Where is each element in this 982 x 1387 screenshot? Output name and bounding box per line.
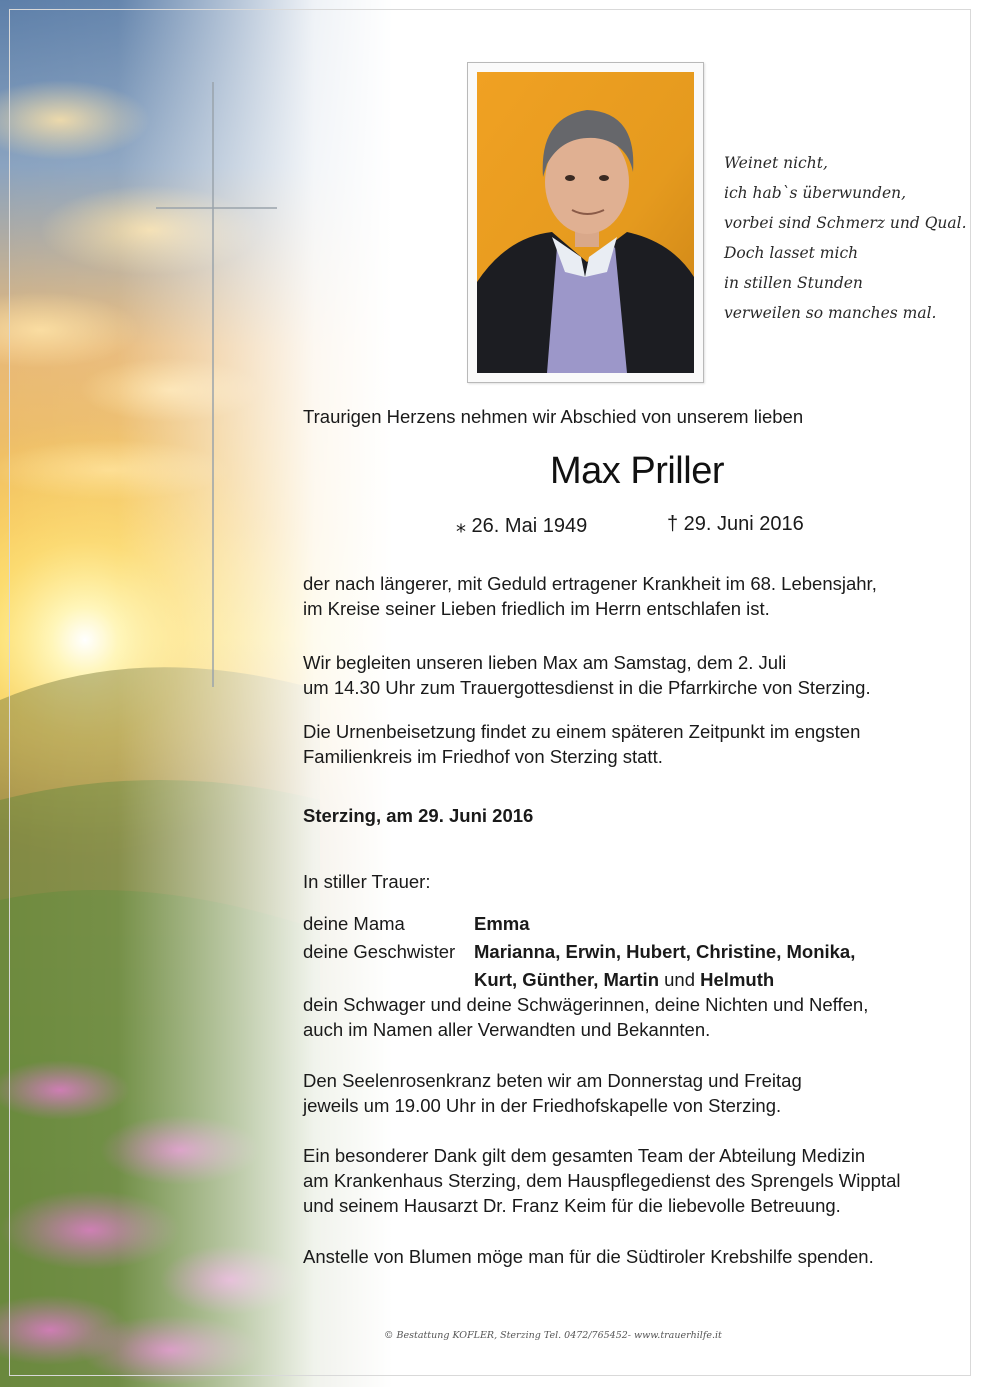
footer-credit: © Bestattung KOFLER, Sterzing Tel. 0472/765452- www.trauerhilfe.it bbox=[384, 1330, 722, 1341]
donation-note: Anstelle von Blumen möge man für die Südtiroler Krebshilfe spenden. bbox=[303, 1246, 874, 1267]
paragraph-rosary bbox=[303, 1068, 963, 1118]
paragraph-urn-burial bbox=[303, 719, 963, 769]
family-row-siblings-cont bbox=[303, 967, 963, 992]
text-line: Wir begleiten unseren lieben Max am Samstag, dem 2. Juli bbox=[303, 652, 787, 673]
paragraph-thanks bbox=[303, 1143, 963, 1218]
text-line: im Kreise seiner Lieben friedlich im Herrn entschlafen ist. bbox=[303, 598, 770, 619]
family-label: deine Mama bbox=[303, 913, 405, 934]
family-name: Marianna, Erwin, Hubert, Christine, Monika, bbox=[474, 941, 856, 962]
poem bbox=[724, 148, 967, 328]
family-name: Kurt, Günther, Martin bbox=[474, 969, 659, 990]
cross-icon bbox=[212, 82, 214, 687]
poem-line: Weinet nicht, bbox=[724, 154, 828, 172]
text-line: um 14.30 Uhr zum Trauergottesdienst in die Pfarrkirche von Sterzing. bbox=[303, 677, 871, 698]
text-line: Familienkreis im Friedhof von Sterzing statt. bbox=[303, 746, 663, 767]
family-name: Helmuth bbox=[700, 969, 775, 990]
family-row-mama bbox=[303, 911, 963, 936]
text-line: der nach längerer, mit Geduld ertragener Krankheit im 68. Lebensjahr, bbox=[303, 573, 877, 594]
cross-icon-bar bbox=[156, 207, 277, 209]
text-line: jeweils um 19.00 Uhr in der Friedhofskapelle von Sterzing. bbox=[303, 1095, 782, 1116]
family-relatives: auch im Namen aller Verwandten und Bekannten. bbox=[303, 1019, 711, 1040]
text-line: Den Seelenrosenkranz beten wir am Donnerstag und Freitag bbox=[303, 1070, 802, 1091]
family-name: Emma bbox=[474, 913, 530, 934]
poem-line: vorbei sind Schmerz und Qual. bbox=[724, 214, 967, 232]
family-row-siblings bbox=[303, 939, 963, 964]
text-line: am Krankenhaus Sterzing, dem Hauspflegedienst des Sprengels Wipptal bbox=[303, 1170, 901, 1191]
intro-text: Traurigen Herzens nehmen wir Abschied von unserem lieben bbox=[303, 406, 804, 427]
birth-date: ⁎ 26. Mai 1949 bbox=[456, 515, 588, 537]
family-label: deine Geschwister bbox=[303, 941, 456, 962]
poem-line: ich hab`s überwunden, bbox=[724, 184, 907, 202]
paragraph-funeral bbox=[303, 650, 963, 700]
death-date: † 29. Juni 2016 bbox=[667, 513, 804, 535]
text-line: und seinem Hausarzt Dr. Franz Keim für die liebevolle Betreuung. bbox=[303, 1195, 841, 1216]
poem-line: in stillen Stunden bbox=[724, 274, 863, 292]
mourning-intro: In stiller Trauer: bbox=[303, 871, 431, 892]
deceased-name: Max Priller bbox=[550, 450, 724, 492]
text-line: Ein besonderer Dank gilt dem gesamten Team der Abteilung Medizin bbox=[303, 1145, 866, 1166]
text-line: Die Urnenbeisetzung findet zu einem späteren Zeitpunkt im engsten bbox=[303, 721, 861, 742]
paragraph-illness bbox=[303, 571, 963, 621]
family-relatives: dein Schwager und deine Schwägerinnen, deine Nichten und Neffen, bbox=[303, 994, 869, 1015]
poem-line: verweilen so manches mal. bbox=[724, 304, 937, 322]
family-conjunction: und bbox=[659, 969, 701, 990]
poem-line: Doch lasset mich bbox=[724, 244, 859, 262]
portrait-photo bbox=[477, 72, 694, 373]
family-list bbox=[303, 911, 963, 1042]
place-date: Sterzing, am 29. Juni 2016 bbox=[303, 805, 534, 826]
portrait-frame bbox=[467, 62, 704, 383]
